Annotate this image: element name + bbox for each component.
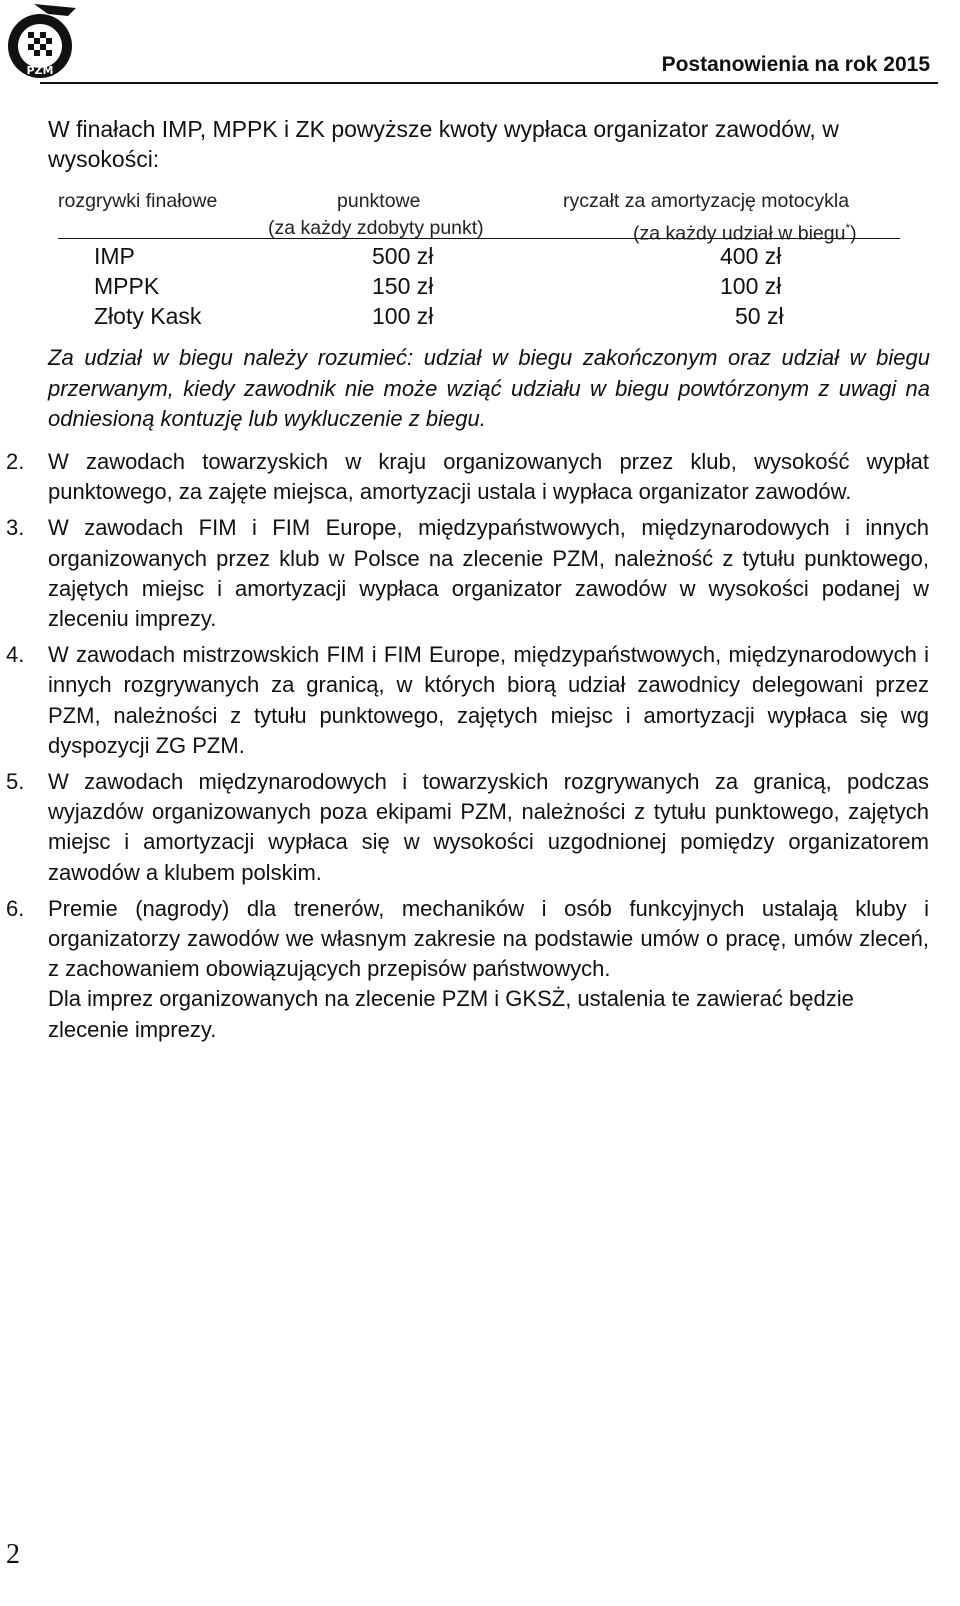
italic-note: Za udział w biegu należy rozumieć: udział w biegu zakończonym oraz udział w biegu przerwanym, kiedy zawodnik nie może wziąć udziału w biegu powtórzonym z uwagi na odniesioną kontuzję lub wykluczenie z biegu. <box>48 345 930 431</box>
subheader-paren: ) <box>850 222 857 245</box>
item-text: W zawodach towarzyskich w kraju organizowanych przez klub, wysokość wypłat punktowego, za zajęte miejsca, amortyzacji ustala i wypłaca organizator zawodów. <box>48 449 929 505</box>
item-number: 6. <box>6 895 25 921</box>
page-number: 2 <box>6 1539 20 1570</box>
row-amortization: 100 zł <box>720 273 782 299</box>
col-header-finals: rozgrywki finałowe <box>58 190 218 212</box>
item-text: W zawodach międzynarodowych i towarzyskich rozgrywanych za granicą, podczas wyjazdów organizowanych poza ekipami PZM, należności z tytułu punktowego, zajętych miejsc i amortyzacji wypłaca się w wysokości uzgodnionej pomiędzy organizatorem zawodów a klubem polskim. <box>48 769 929 885</box>
subheader-points: (za każdy zdobyty punkt) <box>268 217 484 239</box>
item-number: 5. <box>6 769 25 795</box>
item-text: W zawodach mistrzowskich FIM i FIM Europe, międzypaństwowych, międzynarodowych i innych rozgrywanych za granicą, w których biorą udział zawodnicy delegowani przez PZM, należności z tytułu punktowego, zajętych miejsc i amortyzacji wypłaca się wg dyspozycji ZG PZM. <box>48 642 929 758</box>
row-amortization: 50 zł <box>735 303 784 329</box>
table-header-rule <box>58 238 900 239</box>
subheader-amortization-text: (za każdy udział w biegu <box>633 222 846 245</box>
col-header-amortization: ryczałt za amortyzację motocykla <box>563 190 850 212</box>
item-text: W zawodach FIM i FIM Europe, międzypaństwowych, międzynarodowych i innych organizowanych przez klub w Polsce na zlecenie PZM, należność z tytułu punktowego, zajętych miejsc i amortyzacji wypłaca organizator zawodów w wysokości podanej w zleceniu imprezy. <box>48 515 929 632</box>
list-item <box>0 513 960 634</box>
logo-text: PZM <box>26 64 54 77</box>
row-name: Złoty Kask <box>94 303 202 329</box>
row-amortization: 400 zł <box>720 243 782 269</box>
pzm-logo <box>4 2 76 82</box>
intro-paragraph: W finałach IMP, MPPK i ZK powyższe kwoty wypłaca organizator zawodów, w wysokości: <box>48 116 839 172</box>
footnote-mark: * <box>845 221 851 235</box>
row-name: MPPK <box>94 273 160 299</box>
header-title: Postanowienia na rok 2015 <box>661 53 930 76</box>
item-text: Premie (nagrody) dla trenerów, mechaników i osób funkcyjnych ustalają kluby i organizatorzy zawodów we własnym zakresie na podstawie umów o pracę, umów zleceń, z zachowaniem obowiązujących przepisów państwowych. <box>48 895 929 982</box>
item-number: 2. <box>6 449 25 474</box>
row-points: 500 zł <box>372 243 434 269</box>
list-item <box>0 640 960 761</box>
header-divider <box>40 82 938 84</box>
col-header-points: punktowe <box>337 190 421 212</box>
list-item <box>0 767 960 888</box>
item-number: 3. <box>6 515 25 541</box>
item-number: 4. <box>6 642 25 668</box>
row-points: 100 zł <box>372 303 434 329</box>
numbered-list <box>0 447 960 1051</box>
list-item <box>0 894 960 1045</box>
list-item <box>0 447 960 507</box>
row-points: 150 zł <box>372 273 434 299</box>
row-name: IMP <box>94 243 135 269</box>
item-extra-text: Dla imprez organizowanych na zlecenie PZM i GKSŻ, ustalenia te zawierać będzie zlecenie imprezy. <box>48 986 854 1042</box>
